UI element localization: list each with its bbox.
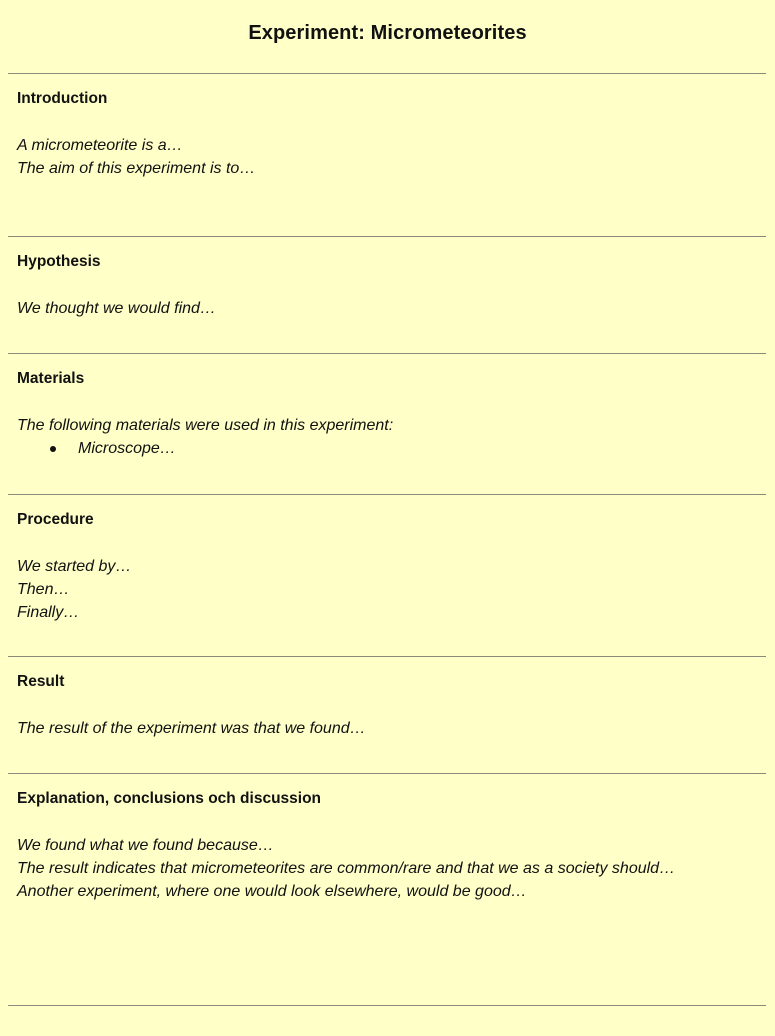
body-line: Another experiment, where one would look elsewhere, would be good… <box>17 883 527 900</box>
section-body <box>17 555 757 624</box>
document-title: Experiment: Micrometeorites <box>248 22 527 44</box>
section-heading: Introduction <box>17 90 108 107</box>
body-line: The aim of this experiment is to… <box>17 160 256 177</box>
body-line: The result of the experiment was that we found… <box>17 720 366 737</box>
section-body <box>17 134 757 180</box>
body-line: Then… <box>17 581 70 598</box>
bullet-item <box>17 437 757 460</box>
body-line: Finally… <box>17 604 80 621</box>
section-procedure <box>17 510 757 624</box>
bullet-icon <box>50 446 56 452</box>
section-heading: Result <box>17 673 65 690</box>
section-introduction <box>17 89 757 180</box>
section-divider <box>8 1005 766 1006</box>
section-divider <box>8 73 766 74</box>
body-line: We thought we would find… <box>17 300 216 317</box>
section-body <box>17 717 757 740</box>
body-line: We found what we found because… <box>17 837 274 854</box>
section-heading: Explanation, conclusions och discussion <box>17 790 322 807</box>
section-body <box>17 414 757 460</box>
section-explanation <box>17 789 757 903</box>
section-hypothesis <box>17 252 757 320</box>
section-divider <box>8 494 766 495</box>
section-divider <box>8 773 766 774</box>
section-body <box>17 297 757 320</box>
section-divider <box>8 353 766 354</box>
section-heading: Procedure <box>17 511 94 528</box>
section-heading: Hypothesis <box>17 253 101 270</box>
section-divider <box>8 656 766 657</box>
body-line: We started by… <box>17 558 132 575</box>
bullet-text: Microscope… <box>78 440 176 457</box>
body-line: The following materials were used in this experiment: <box>17 417 394 434</box>
body-line: The result indicates that micrometeorites are common/rare and that we as a society should… <box>17 860 676 877</box>
section-heading: Materials <box>17 370 85 387</box>
section-materials <box>17 369 757 460</box>
section-body <box>17 834 757 903</box>
body-line: A micrometeorite is a… <box>17 137 183 154</box>
section-result <box>17 672 757 740</box>
section-divider <box>8 236 766 237</box>
